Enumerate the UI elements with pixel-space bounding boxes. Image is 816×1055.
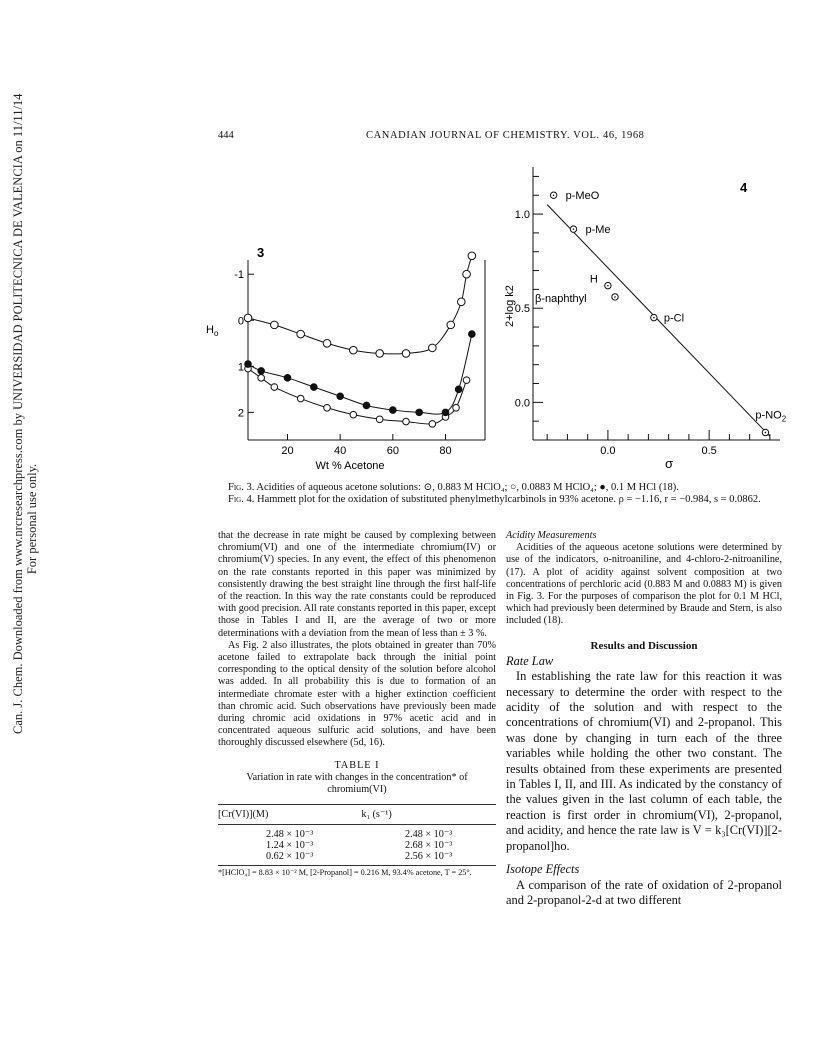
table-1-footnote: *[HClO₄] = 8.83 × 10⁻² M, [2-Propanol] = 0.216 M, 93.4% acetone, T = 25°. [218, 868, 472, 878]
fig3-data-point [376, 350, 384, 358]
table-1-caption: Variation in rate with changes in the concentration* of chromium(VI) [246, 771, 468, 796]
fig3-data-point [455, 386, 462, 393]
figure-4-xlabel: σ [665, 456, 674, 471]
fig4-y-tick-label: 1.0 [514, 209, 530, 222]
fig3-data-point [245, 361, 252, 368]
table-1-title: TABLE I [334, 759, 380, 771]
fig3-x-tick-label: 40 [334, 445, 347, 457]
fig3-data-point [447, 321, 455, 329]
fig3-data-point [453, 404, 460, 411]
fig4-caption [218, 494, 788, 506]
figure-3-ylabel-main: H [206, 324, 214, 336]
left-column [218, 530, 496, 878]
running-title: CANADIAN JOURNAL OF CHEMISTRY. VOL. 46, 1968 [366, 130, 645, 141]
fig4-data-point-center [607, 285, 609, 287]
fig3-data-point [468, 252, 476, 260]
fig3-caption-text: Acidities of aqueous acetone solutions: ⊙, 0.883 M HClO₄; ○, 0.0883 M HClO₄; ●, 0.1 M HCl (18). [256, 482, 679, 493]
acidity-heading: Acidity Measurements [506, 530, 597, 541]
fig3-x-tick-label: 60 [386, 445, 399, 457]
figure-4-tick-labels [515, 209, 717, 457]
left-paragraph-1: that the decrease in rate might be caused by complexing between chromium(VI) and one of the intermediate chromium(IV) or chromium(V) species. In any event, the effect of this phenomenon on the rate constants reported in this paper was minimized by consistently drawing the best straight line through the first half-life of the reaction. In this way the rate constants could be reproduced with good precision. All rate constants reported in this paper, except those in Tables I and II, are the average of two or more determinations with a deviation from the mean of less than ± 3 %. [218, 530, 496, 639]
fig3-data-point [350, 411, 357, 418]
fig3-data-point [271, 321, 279, 329]
fig3-data-point [402, 350, 410, 358]
table-cell: 2.48 × 10⁻³ [405, 829, 453, 841]
figure-3-tick-labels [234, 269, 451, 457]
fig3-data-point [363, 402, 370, 409]
fig3-data-point [429, 344, 437, 352]
fig3-y-tick-label: -1 [234, 269, 244, 282]
figure-3-chart [200, 225, 500, 475]
figure-3-frame [248, 260, 485, 440]
fig4-data-point-center [614, 296, 616, 298]
rate-law-heading: Rate Law [506, 653, 554, 668]
fig3-data-point [416, 409, 423, 416]
figure-4-points [535, 190, 787, 435]
figure-4-ylabel: 2+log k2 [504, 285, 516, 327]
fig3-series-curve [248, 369, 467, 424]
figure-4-chart [490, 155, 790, 475]
fig3-data-point [324, 404, 331, 411]
fig3-data-point [323, 339, 331, 347]
table-1-header-cr: [Cr(VI)](M) [218, 805, 361, 825]
table-cell: 2.56 × 10⁻³ [361, 851, 496, 866]
table-row [218, 840, 496, 851]
table-1 [218, 804, 496, 866]
fig3-caption-head: Fig. 3. [228, 482, 255, 493]
acidity-paragraph: Acidities of the aqueous acetone solutions were determined by use of the indicators, o-nitroaniline, and 4-chloro-2-nitroaniline, (17). A plot of acidity against solvent composition at two concentrations of perchloric acid (0.883 M and 0.0883 M) is given in Fig. 3. For the purposes of comparison the plot for 0.1 M HCl, which had previously been determined by Braude and Stern, is also included (18). [506, 542, 782, 627]
figure-3-ylabel [206, 324, 219, 338]
fig3-data-point [297, 395, 304, 402]
figure-3-curves [248, 256, 472, 424]
table-cell: 2.68 × 10⁻³ [405, 840, 453, 852]
figure-4-fit-line [547, 205, 770, 437]
fig3-data-point [376, 416, 383, 423]
fig4-point-label: p-Me [585, 224, 611, 237]
fig3-data-point [350, 346, 358, 354]
fig4-caption-text: Hammett plot for the oxidation of substituted phenylmethylcarbinols in 93% acetone. ρ = −1.16, r = −0.984, s = 0.0862. [256, 494, 761, 505]
fig4-data-point-center [765, 432, 767, 434]
download-stamp-line1: Can. J. Chem. Downloaded from www.nrcresearchpress.com by UNIVERSIDAD POLITECNICA DE VALENCIA on 11/11/14 [11, 93, 25, 734]
fig4-x-tick-label: 0.0 [600, 445, 616, 457]
fig4-caption-head: Fig. 4. [228, 494, 255, 505]
isotope-heading: Isotope Effects [506, 862, 580, 877]
results-heading: Results and Discussion [590, 639, 698, 652]
isotope-paragraph: A comparison of the rate of oxidation of 2-propanol and 2-propanol-2-d at two different [506, 877, 782, 907]
download-stamp [11, 93, 39, 734]
fig3-data-point [458, 298, 466, 306]
page-header [218, 130, 778, 146]
fig4-point-label: p-Cl [663, 312, 685, 325]
fig4-fit-line-path [547, 205, 770, 437]
fig3-data-point [271, 384, 278, 391]
fig3-data-point [463, 270, 471, 278]
fig3-y-tick-label: 2 [237, 407, 244, 420]
table-cell: 2.48 × 10⁻³ [266, 829, 314, 841]
fig3-data-point [258, 368, 265, 375]
table-1-header-k1: k₁ (s⁻¹) [361, 805, 496, 825]
fig3-data-point [284, 375, 291, 382]
fig4-point-label: β-naphthyl [534, 292, 587, 305]
right-column [506, 530, 782, 908]
figure-3-xlabel: Wt % Acetone [315, 460, 385, 472]
fig4-data-point-center [573, 228, 575, 230]
fig3-y-tick-label: 0 [237, 315, 244, 328]
fig3-data-point [469, 331, 476, 338]
rate-law-paragraph: In establishing the rate law for this reaction it was necessary to determine the order with respect to the acidity of the solution and with respect to the concentrations of chromium(VI) and 2-propanol. This was done by changing in turn each of the three variables while holding the other two constant. The results obtained from these experiments are presented in Tables I, II, and III. As indicated by the constancy of the values given in the last column of each table, the reaction is first order in chromium(VI), 2-propanol, and acidity, and hence the rate law is V = k₃[Cr(VI)][2-propanol]ho. [506, 669, 782, 853]
fig4-point-label: p-MeO [565, 190, 600, 203]
fig3-y-tick-label: 1 [237, 361, 244, 374]
fig4-y-tick-label: 0.0 [514, 397, 530, 410]
fig3-data-point [429, 421, 436, 428]
left-paragraph-2: As Fig. 2 also illustrates, the plots obtained in greater than 70% acetone failed to extrapolate back through the initial point corresponding to the optical density of the solution before alcohol was added. In all probability this is due to formation of an intermediate chromate ester with a higher extinction coefficient than chromic acid. Such observations have previously been made during chromic acid oxidations in 97% acetic acid and in concentrated aqueous sulfuric acid solutions, and have been thoroughly discussed elsewhere (5d, 16). [218, 639, 496, 749]
fig3-data-point [463, 377, 470, 384]
fig3-data-point [403, 418, 410, 425]
fig3-series-curve [248, 256, 472, 354]
fig3-x-tick-label: 80 [439, 445, 452, 457]
fig3-data-point [442, 409, 449, 416]
fig4-x-tick-label: 0.5 [701, 445, 717, 457]
figure-caption [218, 482, 788, 506]
table-1-header-row [218, 805, 496, 825]
download-stamp-line2: For personal use only. [25, 463, 39, 575]
fig4-y-tick-label: 0.5 [514, 303, 530, 316]
fig4-data-point-center [653, 317, 655, 319]
figure-4-label: 4 [740, 180, 748, 195]
fig3-data-point [311, 384, 318, 391]
table-cell: 0.62 × 10⁻³ [218, 851, 361, 866]
fig3-data-point [390, 407, 397, 414]
fig4-point-label: $p-NO_2$ [755, 409, 787, 424]
table-row [218, 825, 496, 841]
fig3-data-point [258, 375, 265, 382]
fig3-series-curve [248, 334, 472, 414]
figure-3-ylabel-sub: o [213, 329, 219, 338]
table-cell: 1.24 × 10⁻³ [266, 840, 314, 852]
fig3-data-point [337, 393, 344, 400]
fig3-caption [218, 482, 788, 494]
page-number: 444 [218, 130, 234, 141]
figure-3-label: 3 [257, 245, 265, 260]
table-row [218, 851, 496, 866]
fig3-data-point [244, 314, 252, 322]
fig3-data-point [297, 330, 305, 338]
fig4-point-label: H [589, 273, 598, 286]
fig3-x-tick-label: 20 [281, 445, 294, 457]
fig4-data-point-center [553, 194, 555, 196]
